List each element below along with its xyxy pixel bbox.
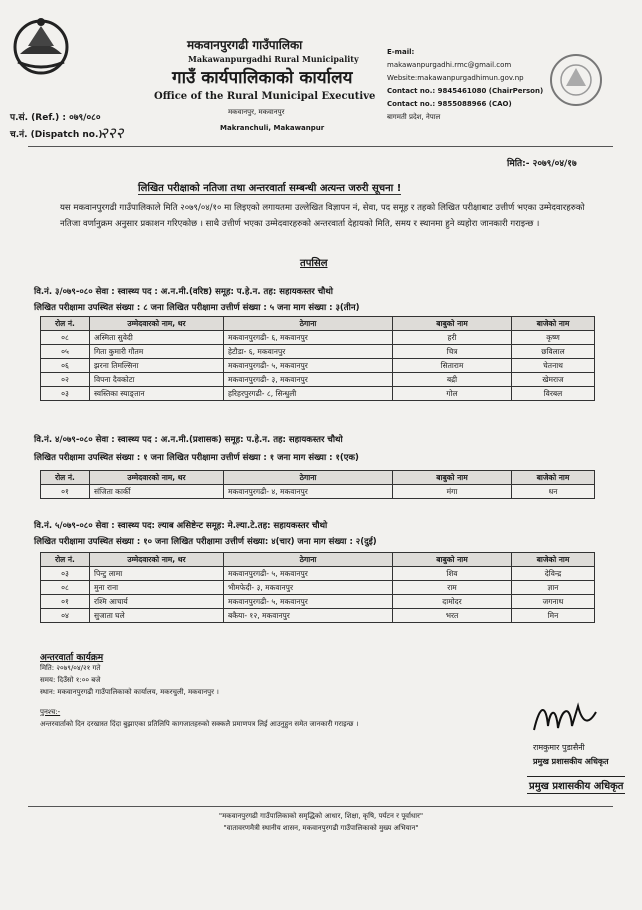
postscript-label: पुनश्च:-	[40, 708, 61, 716]
province-name: बागमती प्रदेश, नेपाल	[387, 113, 441, 121]
tapasil-heading: तपसिल	[300, 258, 328, 269]
address-cell: भीमफेदी- ३, मकवानपुर	[224, 581, 393, 595]
address-cell: मकवानपुरगढी- ३, मकवानपुर	[224, 373, 393, 387]
grandfather-cell: देविन्द्र	[512, 567, 595, 581]
section-1-table	[40, 316, 595, 401]
table-row	[41, 331, 595, 345]
father-cell: चित्र	[393, 345, 512, 359]
table-row	[41, 485, 595, 499]
father-cell: हरी	[393, 331, 512, 345]
col-grandfather: बाजेको नाम	[512, 471, 595, 485]
grandfather-cell: छविलाल	[512, 345, 595, 359]
name-cell: विपना दैवकोटा	[90, 373, 224, 387]
name-cell: पिन्टु लामा	[90, 567, 224, 581]
dispatch-number: २२२	[100, 124, 124, 142]
section-2-info: वि.नं. ४/०७९-०८० सेवा : स्वास्थ्य पद : अ.न.मी.(प्रशासक) समूह: प.हे.न. तह: सहायकस्तर चौथो	[34, 435, 343, 445]
table-row	[41, 567, 595, 581]
col-father: बाबुको नाम	[393, 317, 512, 331]
name-cell: स्वस्तिका स्याङ्तान	[90, 387, 224, 401]
municipality-name-dev: मकवानपुरगढी गाउँपालिका	[187, 38, 303, 52]
grandfather-cell: धन	[512, 485, 595, 499]
website-address[interactable]: Website:makawanpurgadhimun.gov.np	[387, 74, 524, 82]
father-cell: शिव	[393, 567, 512, 581]
address-cell: मकवानपुरगढी- ४, मकवानपुर	[224, 485, 393, 499]
name-cell: झरना तिमल्सिना	[90, 359, 224, 373]
address-cell: मकवानपुरगढी- ५, मकवानपुर	[224, 359, 393, 373]
col-roll: रोल नं.	[41, 317, 90, 331]
notice-body: यस मकवानपुरगढी गाउँपालिकाले मिति २०७९/०४/१० मा लिइएको लगायतमा उल्लेखित विज्ञापन नं, सेवा, पद समूह र तहको लिखित परीक्षाबाट उत्तीर्ण भएका उम्मेदवारहरुको नतिजा वर्णानुक्रम अनुसार प्रकाशन गरिएकोछ । साथै उत्तीर्ण भएका उम्मेदवारहरुको अन्तरवार्ता देहायको मिति, समय र स्थानमा हुने व्यहोरा जानकारी गराइन्छ ।	[60, 203, 585, 229]
roll-cell: ०८	[41, 331, 90, 345]
grandfather-cell: ज्ञान	[512, 581, 595, 595]
roll-cell: ०६	[41, 359, 90, 373]
address-cell: मकवानपुरगढी- ५, मकवानपुर	[224, 595, 393, 609]
interview-time: समय: दिउँसो १:०० बजे	[40, 676, 101, 684]
grandfather-cell: जगनाथ	[512, 595, 595, 609]
grandfather-cell: कृष्ण	[512, 331, 595, 345]
address-cell: हेटौडा- ६, मकवानपुर	[224, 345, 393, 359]
roll-cell: ०५	[41, 345, 90, 359]
roll-cell: ०२	[41, 373, 90, 387]
name-cell: रश्मि आचार्य	[90, 595, 224, 609]
address-cell: मकवानपुरगढी- ५, मकवानपुर	[224, 567, 393, 581]
signatory-title: प्रमुख प्रशासकीय अधिकृत	[533, 757, 609, 766]
office-name-en: Office of the Rural Municipal Executive	[154, 91, 376, 102]
grandfather-cell: खेमराज	[512, 373, 595, 387]
col-roll: रोल नं.	[41, 553, 90, 567]
father-cell: भरत	[393, 609, 512, 623]
name-cell: संजिता कार्की	[90, 485, 224, 499]
municipality-name-en: Makawanpurgadhi Rural Municipality	[188, 54, 359, 64]
interview-date: मिति: २०७९/०४/२१ गते	[40, 664, 101, 672]
interview-place: स्थान: मकवानपुरगढी गाउँपालिकाको कार्यालय, मकरचुली, मकवानपुर ।	[40, 688, 219, 696]
section-2-table	[40, 470, 595, 499]
footer-slogan-1: "मकवानपुरगढी गाउँपालिकाको समृद्धिको आधार, शिक्षा, कृषि, पर्यटन र पूर्वाधार"	[218, 812, 424, 820]
name-cell: गिता कुमारी गौतम	[90, 345, 224, 359]
col-father: बाबुको नाम	[393, 471, 512, 485]
municipality-logo-icon	[548, 52, 604, 108]
office-place-dev: मकवानपुर, मकवानपुर	[228, 108, 285, 116]
col-address: ठेगाना	[224, 317, 393, 331]
col-name: उम्मेदवारको नाम, थर	[90, 471, 224, 485]
postscript-text: अन्तरवार्ताको दिन दरखास्त दिंदा बुझाएका प्रतिलिपि कागजातहरुको सक्कलै प्रमाणपत्र लिई आउनुहुन समेत जानकारी गराइन्छ ।	[40, 720, 359, 728]
official-stamp: प्रमुख प्रशासकीय अधिकृत	[527, 776, 625, 794]
table-header-row	[41, 553, 595, 567]
col-address: ठेगाना	[224, 553, 393, 567]
roll-cell: ०४	[41, 609, 90, 623]
col-grandfather: बाजेको नाम	[512, 553, 595, 567]
table-row	[41, 581, 595, 595]
col-address: ठेगाना	[224, 471, 393, 485]
name-cell: अस्मिता सुवेदी	[90, 331, 224, 345]
footer-divider	[28, 806, 613, 807]
col-name: उम्मेदवारको नाम, थर	[90, 553, 224, 567]
section-2-counts: लिखित परीक्षामा उपस्थित संख्या : १ जना लिखित परीक्षामा उत्तीर्ण संख्या : १ जना माग संख्या : १(एक)	[34, 453, 359, 463]
signature-icon	[530, 700, 600, 738]
email-address[interactable]: makawanpurgadhi.rmc@gmail.com	[387, 61, 512, 69]
office-place-en: Makranchuli, Makawanpur	[220, 124, 325, 132]
dispatch-label: च.नं. (Dispatch no.)	[10, 130, 103, 140]
father-cell: सिताराम	[393, 359, 512, 373]
roll-cell: ०३	[41, 567, 90, 581]
section-1-info: वि.नं. ३/०७९-०८० सेवा : स्वास्थ्य पद : अ.न.मी.(वरिष्ठ) समूह: प.हे.न. तह: सहायकस्तर चौथो	[34, 287, 333, 297]
grandfather-cell: चेतनाथ	[512, 359, 595, 373]
grandfather-cell: विरबल	[512, 387, 595, 401]
roll-cell: ०१	[41, 595, 90, 609]
address-cell: हरिहरपुरगढी- ८, सिन्धुली	[224, 387, 393, 401]
interview-title: अन्तरवार्ता कार्यक्रम	[40, 653, 104, 663]
father-cell: दामोदर	[393, 595, 512, 609]
table-header-row	[41, 317, 595, 331]
father-cell: मंगा	[393, 485, 512, 499]
table-row	[41, 373, 595, 387]
roll-cell: ०३	[41, 387, 90, 401]
nepal-emblem-icon	[10, 14, 72, 76]
col-father: बाबुको नाम	[393, 553, 512, 567]
col-roll: रोल नं.	[41, 471, 90, 485]
father-cell: गोल	[393, 387, 512, 401]
notice-date: मिति:- २०७९/०४/१७	[507, 159, 577, 169]
col-grandfather: बाजेको नाम	[512, 317, 595, 331]
section-1-counts: लिखित परीक्षामा उपस्थित संख्या : ८ जना लिखित परीक्षामा उत्तीर्ण संख्या : ५ जना माग संख्या : ३(तीन)	[34, 303, 360, 313]
address-cell: मकवानपुरगढी- ६, मकवानपुर	[224, 331, 393, 345]
col-name: उम्मेदवारको नाम, थर	[90, 317, 224, 331]
contact-cao: Contact no.: 9855088966 (CAO)	[387, 100, 512, 108]
table-row	[41, 387, 595, 401]
footer-slogan-2: "वातावरणमैत्री स्थानीय शासन, मकवानपुरगढी गाउँपालिकाको मुख्य अभियान"	[223, 824, 419, 832]
notice-subject: लिखित परीक्षाको नतिजा तथा अन्तरवार्ता सम्बन्धी अत्यन्त जरुरी सूचना !	[138, 180, 401, 195]
table-header-row	[41, 471, 595, 485]
roll-cell: ०१	[41, 485, 90, 499]
table-row	[41, 609, 595, 623]
email-label: E-mail:	[387, 48, 415, 56]
section-3-info: वि.नं. ५/०७९-०८० सेवा : स्वास्थ्य पद: ल्याब असिष्टेन्ट समूह: मे.ल्या.टे.तह: सहायकस्तर चौथो	[34, 521, 328, 531]
table-row	[41, 595, 595, 609]
name-cell: सुजाता घले	[90, 609, 224, 623]
section-3-counts: लिखित परीक्षामा उपस्थित संख्या : १० जना लिखित परीक्षामा उत्तीर्ण संख्या: ४(चार) जना माग संख्या : २(दुई)	[34, 537, 377, 547]
section-3-table	[40, 552, 595, 623]
grandfather-cell: मिन	[512, 609, 595, 623]
father-cell: राम	[393, 581, 512, 595]
father-cell: बद्री	[393, 373, 512, 387]
address-cell: बकैया- १२, मकवानपुर	[224, 609, 393, 623]
office-name-dev: गाउँ कार्यपालिकाको कार्यालय	[172, 68, 353, 88]
header-divider	[28, 146, 613, 147]
table-row	[41, 345, 595, 359]
contact-chairperson: Contact no.: 9845461080 (ChairPerson)	[387, 87, 544, 95]
name-cell: मुना राना	[90, 581, 224, 595]
roll-cell: ०८	[41, 581, 90, 595]
signatory-name: रामकुमार पुडासैनी	[533, 743, 585, 752]
reference-number: प.सं. (Ref.) : ०७९/०८०	[10, 113, 101, 123]
table-row	[41, 359, 595, 373]
